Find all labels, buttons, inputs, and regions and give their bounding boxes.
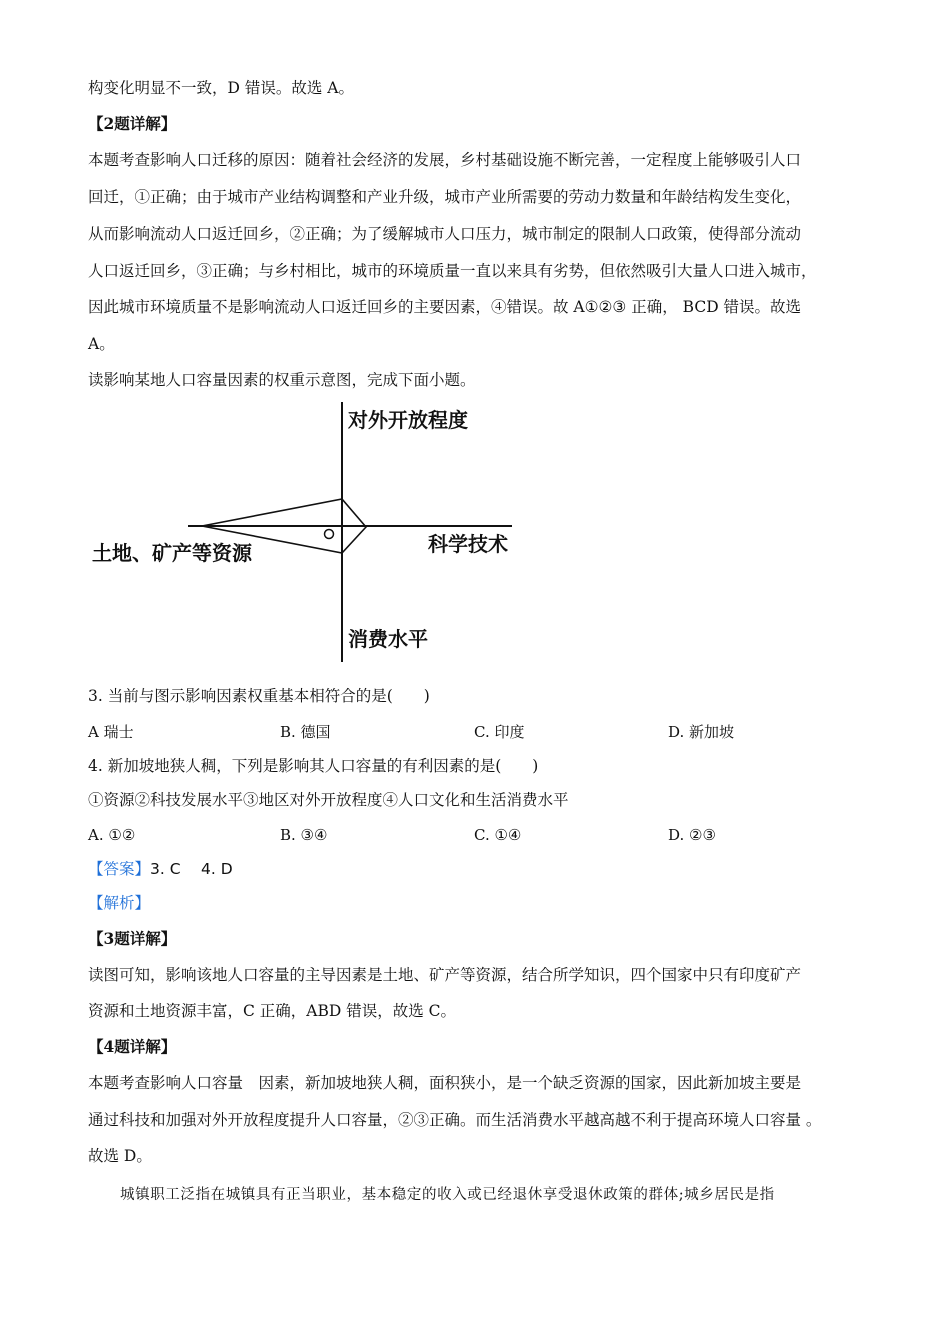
option-a: A 瑞士	[88, 723, 134, 741]
label-consumption: 消费水平	[348, 627, 428, 651]
figure-intro: 读影响某地人口容量因素的权重示意图，完成下面小题。	[88, 371, 476, 389]
q2-line: 因此城市环境质量不是影响流动人口返迁回乡的主要因素，④错误。故 A①②③ 正确， BCD 错误。故选	[88, 298, 802, 316]
answer-line	[88, 859, 233, 879]
q3-detail-heading: 【3题详解】	[88, 929, 177, 948]
q2-line: 人口返迁回乡，③正确；与乡村相比，城市的环境质量一直以来具有劣势，但依然吸引大量人口进入城市，	[88, 262, 817, 280]
weight-diagram	[80, 400, 540, 665]
answer-text: 3. C 4. D	[150, 860, 233, 878]
option-b: B. ③④	[280, 826, 328, 844]
q4-detail-heading: 【4题详解】	[88, 1037, 177, 1056]
option-c: C. 印度	[474, 723, 525, 741]
analysis-tag: 【解析】	[88, 894, 151, 912]
origin-marker	[325, 530, 334, 539]
q2-heading: 【2题详解】	[88, 114, 177, 133]
label-openness: 对外开放程度	[348, 408, 468, 432]
q4-detail-line: 故选 D。	[88, 1147, 152, 1165]
q3-detail-line: 资源和土地资源丰富，C 正确，ABD 错误，故选 C。	[88, 1002, 457, 1020]
q4-stem: 4. 新加坡地狭人稠，下列是影响其人口容量的有利因素的是( )	[88, 757, 539, 775]
q2-line: A。	[88, 335, 115, 353]
option-a: A. ①②	[88, 826, 136, 844]
label-resources: 土地、矿产等资源	[92, 541, 252, 565]
q2-line: 从而影响流动人口返迁回乡，②正确；为了缓解城市人口压力，城市制定的限制人口政策，使得部分流动	[88, 225, 802, 243]
intro-line: 构变化明显不一致，D 错误。故选 A。	[88, 79, 354, 97]
q4-detail-line: 通过科技和加强对外开放程度提升人口容量，②③正确。而生活消费水平越高越不利于提高环境人口容量 。	[88, 1111, 822, 1129]
q3-stem: 3. 当前与图示影响因素权重基本相符合的是( )	[88, 687, 430, 705]
option-b: B. 德国	[280, 723, 331, 741]
footer-text: 城镇职工泛指在城镇具有正当职业，基本稳定的收入或已经退休享受退休政策的群体;城乡居民是指	[120, 1187, 775, 1203]
q2-line: 本题考查影响人口迁移的原因：随着社会经济的发展，乡村基础设施不断完善，一定程度上能够吸引人口	[88, 151, 802, 169]
answer-tag: 【答案】	[88, 860, 151, 878]
q2-line: 回迁，①正确；由于城市产业结构调整和产业升级，城市产业所需要的劳动力数量和年龄结构发生变化，	[88, 188, 802, 206]
option-d: D. ②③	[668, 826, 716, 844]
q4-sub: ①资源②科技发展水平③地区对外开放程度④人口文化和生活消费水平	[88, 791, 569, 809]
label-technology: 科学技术	[428, 532, 508, 556]
q4-detail-line: 本题考查影响人口容量 因素，新加坡地狭人稠，面积狭小，是一个缺乏资源的国家，因此新加坡主要是	[88, 1074, 802, 1092]
q3-detail-line: 读图可知，影响该地人口容量的主导因素是土地、矿产等资源，结合所学知识，四个国家中只有印度矿产	[88, 966, 802, 984]
option-c: C. ①④	[474, 826, 522, 844]
option-d: D. 新加坡	[668, 723, 735, 741]
